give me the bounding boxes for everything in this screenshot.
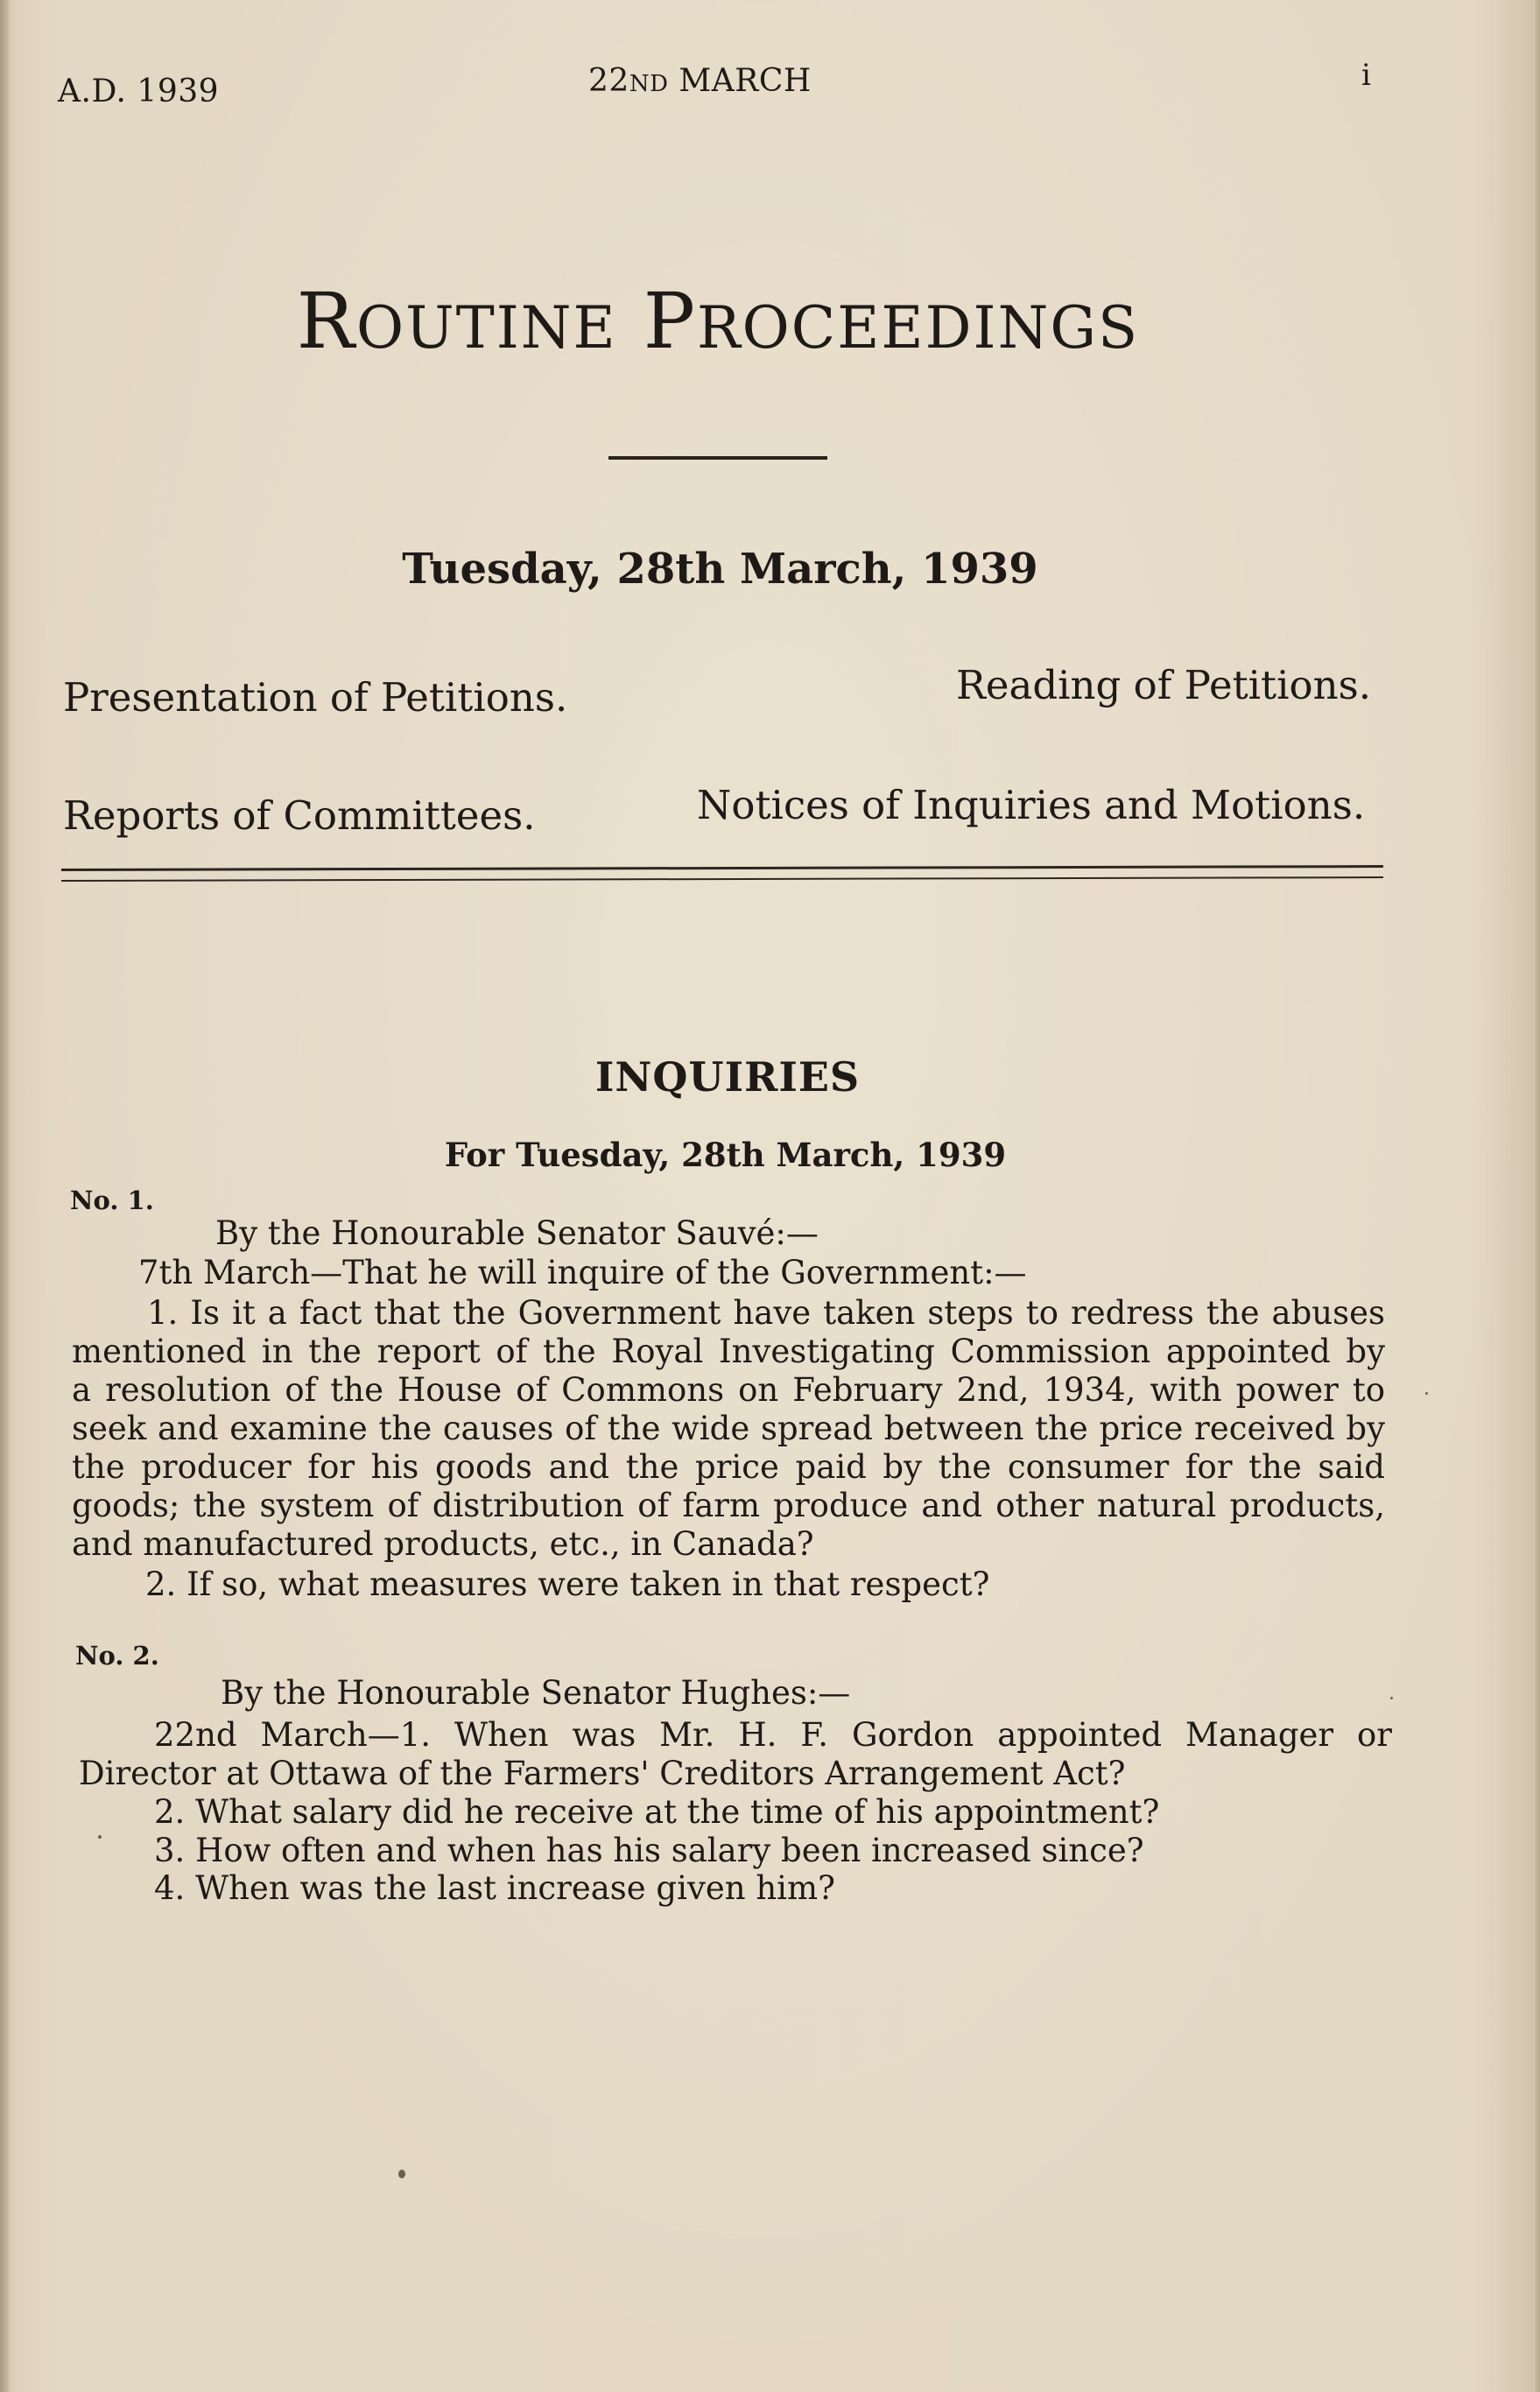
text-line: the producer for his goods and the price paid by the consumer for the said bbox=[72, 1448, 1385, 1486]
inquiry-by: By the Honourable Senator Hughes:— bbox=[221, 1674, 851, 1712]
inquiry-number: No. 2. bbox=[75, 1641, 159, 1671]
inquiry-question-2: 2. What salary did he receive at the time of his appointment? bbox=[154, 1793, 1160, 1831]
title-divider bbox=[608, 456, 827, 460]
paper-speck bbox=[1425, 1392, 1428, 1395]
inquiry-number: No. 1. bbox=[70, 1185, 154, 1215]
header-year: A.D. 1939 bbox=[58, 74, 220, 109]
routine-item: Presentation of Petitions. bbox=[63, 674, 568, 721]
header-date-suffix: ND bbox=[629, 71, 669, 97]
text-line: mentioned in the report of the Royal Investigating Commission appointed by bbox=[72, 1333, 1385, 1370]
title-rest-2: ROCEEDINGS bbox=[696, 294, 1140, 362]
title-rest-1: OUTINE bbox=[355, 294, 617, 362]
section-double-rule bbox=[61, 865, 1383, 882]
paper-speck bbox=[1390, 1697, 1393, 1699]
header-date-month: MARCH bbox=[679, 63, 812, 99]
header-date-day: 22 bbox=[588, 63, 629, 99]
page-title bbox=[0, 276, 1436, 366]
inquiry-question-1 bbox=[72, 1294, 1385, 1564]
routine-item: Reports of Committees. bbox=[63, 792, 536, 839]
title-initial-2: P bbox=[643, 276, 697, 366]
text-line: 1. Is it a fact that the Government have taken steps to redress the abuses bbox=[147, 1294, 1385, 1332]
page-right-edge bbox=[1533, 0, 1540, 2392]
title-initial-1: R bbox=[296, 276, 356, 366]
paper-speck bbox=[98, 1835, 102, 1839]
text-line: goods; the system of distribution of farm produce and other natural products, bbox=[72, 1487, 1385, 1524]
inquiry-dated: 7th March—That he will inquire of the Government:— bbox=[138, 1254, 1027, 1291]
inquiries-subheading: For Tuesday, 28th March, 1939 bbox=[444, 1136, 1007, 1174]
text-line: a resolution of the House of Commons on February 2nd, 1934, with power to bbox=[72, 1371, 1385, 1409]
text-line: 22nd March—1. When was Mr. H. F. Gordon appointed Manager or bbox=[154, 1716, 1392, 1754]
header-date bbox=[588, 63, 812, 99]
paper-speck bbox=[398, 2170, 405, 2178]
routine-item: Reading of Petitions. bbox=[956, 662, 1371, 708]
inquiry-by: By the Honourable Senator Sauvé:— bbox=[215, 1214, 819, 1252]
page-number: i bbox=[1361, 58, 1372, 93]
inquiry-question-1 bbox=[79, 1716, 1392, 1793]
sitting-date: Tuesday, 28th March, 1939 bbox=[402, 545, 1038, 594]
inquiry-question-3: 3. How often and when has his salary been increased since? bbox=[154, 1832, 1144, 1869]
routine-item: Notices of Inquiries and Motions. bbox=[697, 782, 1366, 828]
text-line: Director at Ottawa of the Farmers' Creditors Arrangement Act? bbox=[79, 1755, 1126, 1792]
text-line: seek and examine the causes of the wide spread between the price received by bbox=[72, 1410, 1385, 1447]
inquiries-heading: INQUIRIES bbox=[594, 1053, 861, 1101]
inquiry-question-4: 4. When was the last increase given him? bbox=[154, 1869, 835, 1907]
text-line: and manufactured products, etc., in Canada? bbox=[72, 1525, 814, 1563]
inquiry-question-2: 2. If so, what measures were taken in that respect? bbox=[145, 1565, 990, 1603]
